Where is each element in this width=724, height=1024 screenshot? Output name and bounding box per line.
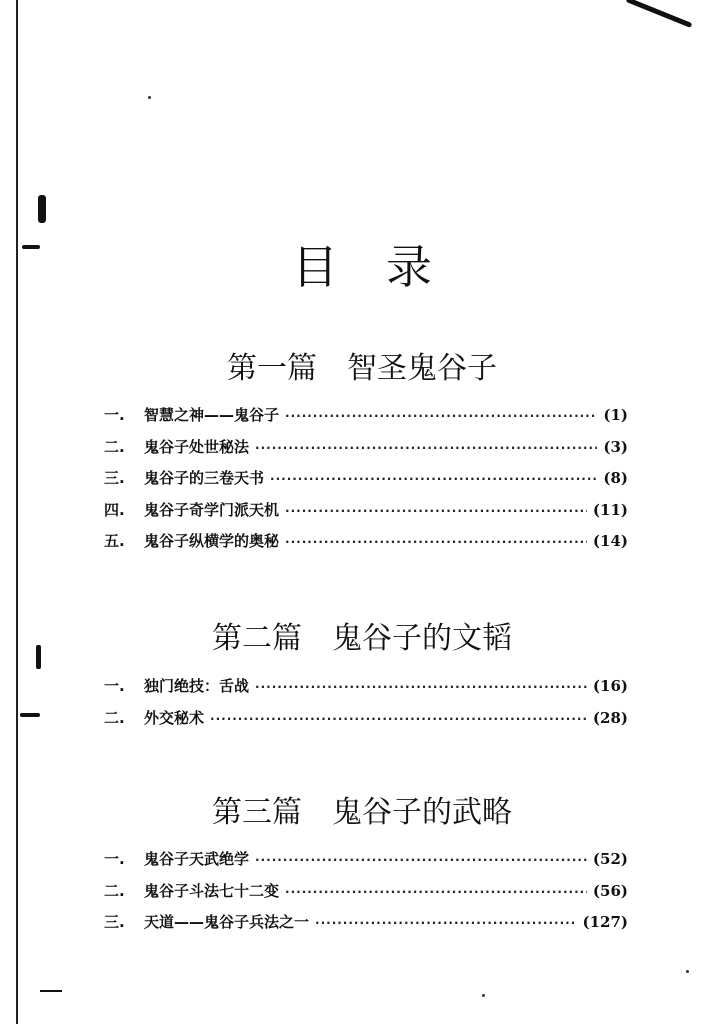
entry-number: 二. <box>104 437 125 456</box>
corner-pen-stroke <box>626 0 693 28</box>
toc-entry[interactable] <box>104 880 628 912</box>
dot-leader <box>285 535 587 549</box>
entry-number: 四. <box>104 500 125 519</box>
entry-number: 一. <box>104 677 125 695</box>
binding-mark <box>40 990 62 992</box>
toc-entry[interactable] <box>104 530 628 562</box>
part-heading <box>0 613 724 657</box>
dot-leader <box>285 409 597 423</box>
entry-number: 五. <box>104 532 125 550</box>
entry-title: 鬼谷子奇学门派天机 <box>144 500 280 519</box>
toc-entry[interactable] <box>104 499 628 531</box>
entry-title: 鬼谷子处世秘法 <box>144 437 250 456</box>
entry-number: 二. <box>104 708 125 727</box>
toc-entry[interactable] <box>104 848 628 880</box>
toc-entry[interactable] <box>104 404 628 436</box>
toc-entry[interactable] <box>104 675 628 707</box>
dot-leader <box>285 504 587 518</box>
entry-page: (8) <box>603 469 628 487</box>
entry-title: 鬼谷子纵横学的奥秘 <box>144 532 280 550</box>
toc-list <box>104 848 628 943</box>
entry-page: (16) <box>592 677 628 695</box>
scan-speck <box>148 96 151 99</box>
dot-leader <box>270 472 597 486</box>
part-heading <box>0 343 724 387</box>
dot-leader <box>315 916 576 930</box>
part-number: 第三篇 <box>212 794 302 830</box>
scan-speck <box>686 970 689 973</box>
entry-title: 鬼谷子的三卷天书 <box>144 469 265 487</box>
part-number: 第二篇 <box>212 620 302 656</box>
entry-page: (1) <box>603 406 628 424</box>
part-heading <box>0 787 724 831</box>
part-number: 第一篇 <box>227 350 317 386</box>
entry-page: (28) <box>592 708 628 727</box>
entry-title: 外交秘术 <box>144 708 205 727</box>
entry-title: 天道——鬼谷子兵法之一 <box>144 913 310 931</box>
part-name: 鬼谷子的武略 <box>332 794 512 830</box>
dot-leader <box>255 853 587 867</box>
part-name: 智圣鬼谷子 <box>347 350 497 386</box>
entry-number: 一. <box>104 406 125 424</box>
scan-speck <box>482 994 485 997</box>
entry-title: 鬼谷子天武绝学 <box>144 850 250 868</box>
toc-list <box>104 404 628 562</box>
entry-page: (3) <box>603 437 628 456</box>
entry-page: (52) <box>592 850 628 868</box>
toc-entry[interactable] <box>104 467 628 499</box>
scan-page-edge <box>16 0 18 1024</box>
toc-entry[interactable] <box>104 436 628 468</box>
entry-number: 一. <box>104 850 125 868</box>
dot-leader <box>285 885 587 899</box>
entry-page: (56) <box>592 881 628 900</box>
entry-page: (11) <box>592 500 628 519</box>
entry-title: 鬼谷子斗法七十二变 <box>144 881 280 900</box>
dot-leader <box>255 441 597 455</box>
entry-title: 独门绝技：舌战 <box>144 677 250 695</box>
entry-number: 三. <box>104 469 125 487</box>
entry-title: 智慧之神——鬼谷子 <box>144 406 280 424</box>
dot-leader <box>255 680 587 694</box>
entry-page: (14) <box>592 532 628 550</box>
toc-entry[interactable] <box>104 707 628 739</box>
binding-mark <box>20 713 40 717</box>
page-title: 目录 <box>292 239 480 294</box>
dot-leader <box>210 712 587 726</box>
binding-mark <box>38 195 46 223</box>
entry-number: 三. <box>104 913 125 931</box>
toc-entry[interactable] <box>104 911 628 943</box>
part-name: 鬼谷子的文韬 <box>332 620 512 656</box>
toc-list <box>104 675 628 738</box>
entry-page: (127) <box>582 913 628 931</box>
entry-number: 二. <box>104 881 125 900</box>
